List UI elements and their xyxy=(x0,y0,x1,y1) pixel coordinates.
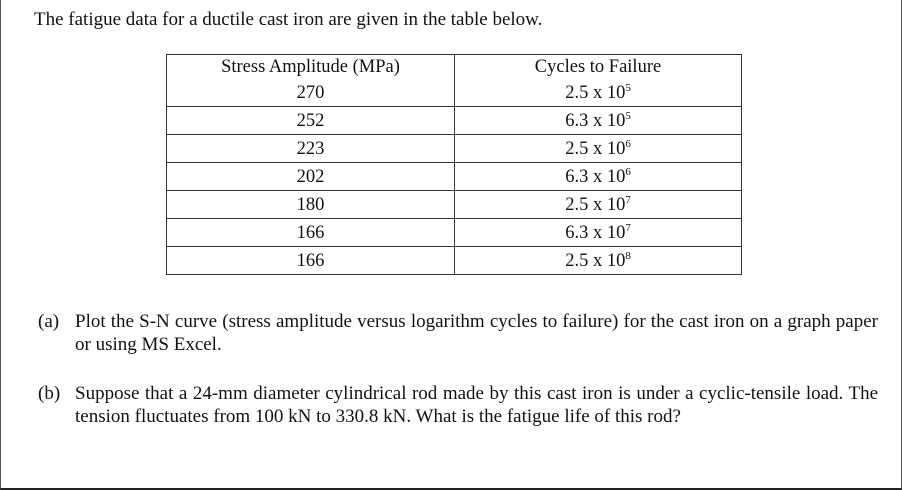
times-sign: x xyxy=(592,194,603,215)
header-stress-amplitude: Stress Amplitude (MPa) xyxy=(167,55,455,80)
question-a xyxy=(38,310,878,356)
times-sign: x xyxy=(592,166,603,187)
cycles-mantissa: 6.3 xyxy=(565,222,589,243)
cycles-to-failure-cell xyxy=(455,163,742,191)
stress-amplitude-cell: 166 xyxy=(167,219,455,247)
cycles-base: 10 xyxy=(606,82,626,103)
cycles-exponent: 6 xyxy=(625,137,631,150)
stress-amplitude-cell: 270 xyxy=(167,79,455,107)
table-row xyxy=(167,163,742,191)
intro-text: The fatigue data for a ductile cast iron are given in the table below. xyxy=(34,9,543,30)
cycles-exponent: 7 xyxy=(625,221,631,234)
cycles-exponent: 6 xyxy=(625,165,631,178)
cycles-exponent: 5 xyxy=(625,109,631,122)
stress-amplitude-cell: 180 xyxy=(167,191,455,219)
cycles-to-failure-cell xyxy=(455,247,742,275)
cycles-to-failure-cell xyxy=(455,107,742,135)
cycles-exponent: 5 xyxy=(625,81,631,94)
stress-amplitude-cell: 202 xyxy=(167,163,455,191)
cycles-base: 10 xyxy=(606,138,626,159)
question-a-label: (a) xyxy=(38,311,60,332)
cycles-mantissa: 6.3 xyxy=(565,166,589,187)
table-row xyxy=(167,247,742,275)
cycles-mantissa: 2.5 xyxy=(565,138,589,159)
cycles-mantissa: 2.5 xyxy=(565,194,589,215)
table-row xyxy=(167,107,742,135)
times-sign: x xyxy=(592,110,603,131)
cycles-mantissa: 2.5 xyxy=(565,82,589,103)
cycles-to-failure-cell xyxy=(455,79,742,107)
cycles-mantissa: 6.3 xyxy=(565,110,589,131)
cycles-exponent: 8 xyxy=(625,249,631,262)
cycles-base: 10 xyxy=(606,194,626,215)
cycles-to-failure-cell xyxy=(455,135,742,163)
table-row xyxy=(167,135,742,163)
question-b xyxy=(38,382,878,428)
cycles-mantissa: 2.5 xyxy=(565,250,589,271)
times-sign: x xyxy=(592,82,603,103)
cycles-to-failure-cell xyxy=(455,191,742,219)
stress-amplitude-cell: 223 xyxy=(167,135,455,163)
cycles-base: 10 xyxy=(606,110,626,131)
times-sign: x xyxy=(592,250,603,271)
cycles-exponent: 7 xyxy=(625,193,631,206)
table-row xyxy=(167,219,742,247)
table-row xyxy=(167,191,742,219)
table-row xyxy=(167,79,742,107)
cycles-base: 10 xyxy=(606,222,626,243)
fatigue-data-table xyxy=(166,54,742,275)
question-b-label: (b) xyxy=(38,383,61,404)
table-header-row xyxy=(167,55,742,80)
header-cycles-to-failure: Cycles to Failure xyxy=(455,55,742,80)
cycles-to-failure-cell xyxy=(455,219,742,247)
cycles-base: 10 xyxy=(606,250,626,271)
question-a-text: Plot the S-N curve (stress amplitude versus logarithm cycles to failure) for the cast iron on a graph paper or using MS Excel. xyxy=(75,311,878,355)
question-b-text: Suppose that a 24-mm diameter cylindrical rod made by this cast iron is under a cyclic-tensile load. The tension fluctuates from 100 kN to 330.8 kN. What is the fatigue life of this rod? xyxy=(75,383,878,427)
cycles-base: 10 xyxy=(606,166,626,187)
times-sign: x xyxy=(592,222,603,243)
stress-amplitude-cell: 252 xyxy=(167,107,455,135)
stress-amplitude-cell: 166 xyxy=(167,247,455,275)
times-sign: x xyxy=(592,138,603,159)
